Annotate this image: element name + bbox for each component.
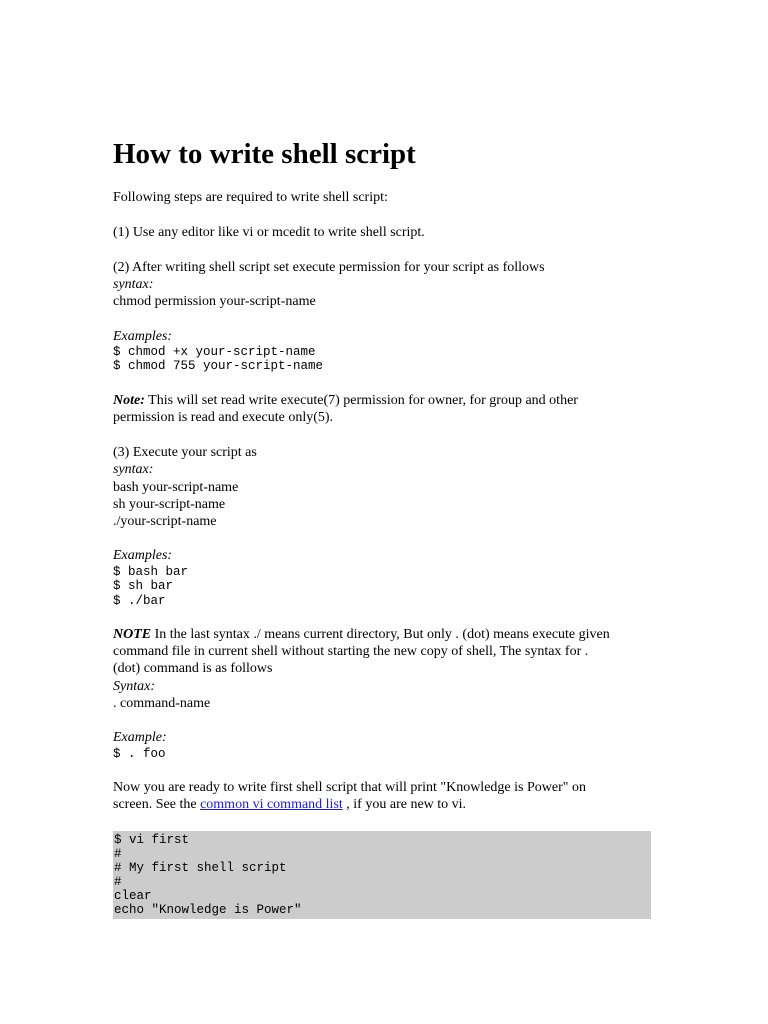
vi-command-list-link[interactable]: common vi command list — [200, 797, 343, 812]
step-2-text: (2) After writing shell script set execute permission for your script as follows — [113, 260, 545, 275]
step-2-example-line: $ chmod +x your-script-name — [113, 345, 316, 359]
ready-text-before-link: screen. See the — [113, 797, 201, 812]
note2-paragraph — [113, 626, 610, 643]
step-3-syntax-label: syntax: — [113, 462, 154, 477]
code-line: # — [114, 875, 122, 889]
note2-label: NOTE — [113, 627, 152, 642]
ready-text-line-2 — [113, 796, 466, 813]
step-2-syntax-label: syntax: — [113, 277, 154, 292]
intro-text: Following steps are required to write shell script: — [113, 190, 388, 205]
step-3-syntax-line: ./your-script-name — [113, 514, 217, 529]
page-title: How to write shell script — [113, 138, 416, 170]
ready-text-after-link: , if you are new to vi. — [342, 797, 467, 812]
code-line: echo "Knowledge is Power" — [114, 903, 302, 917]
step-3-example-line: $ bash bar — [113, 565, 189, 579]
note2-syntax-label: Syntax: — [113, 679, 155, 694]
step-2-examples-label: Examples: — [113, 329, 173, 344]
ready-text-line-1: Now you are ready to write first shell script that will print "Knowledge is Power" on — [113, 780, 586, 795]
step-2-syntax: chmod permission your-script-name — [113, 294, 316, 309]
step-3-syntax-line: bash your-script-name — [113, 480, 239, 495]
code-line: clear — [114, 889, 152, 903]
code-block — [113, 831, 651, 919]
note2-example: $ . foo — [113, 747, 166, 761]
note2-text: In the last syntax ./ means current directory, But only . (dot) means execute given — [151, 627, 610, 642]
step-3-examples-label: Examples: — [113, 548, 173, 563]
step-3-example-line: $ sh bar — [113, 579, 174, 593]
step-1-text: (1) Use any editor like vi or mcedit to write shell script. — [113, 225, 425, 240]
note-label: Note: — [113, 393, 145, 408]
step-3-example-line: $ ./bar — [113, 594, 166, 608]
note2-syntax: . command-name — [113, 696, 211, 711]
note-text: This will set read write execute(7) permission for owner, for group and other — [144, 393, 578, 408]
note2-text-line-2: command file in current shell without starting the new copy of shell, The syntax for . — [113, 644, 589, 659]
note-paragraph — [113, 392, 578, 409]
step-2-example-line: $ chmod 755 your-script-name — [113, 359, 324, 373]
code-line: $ vi first — [114, 833, 190, 847]
note2-example-label: Example: — [113, 730, 167, 745]
code-line: # My first shell script — [114, 861, 287, 875]
note-text-line-2: permission is read and execute only(5). — [113, 410, 334, 425]
step-3-text: (3) Execute your script as — [113, 445, 257, 460]
code-line: # — [114, 847, 122, 861]
note2-text-line-3: (dot) command is as follows — [113, 661, 273, 676]
step-3-syntax-line: sh your-script-name — [113, 497, 226, 512]
